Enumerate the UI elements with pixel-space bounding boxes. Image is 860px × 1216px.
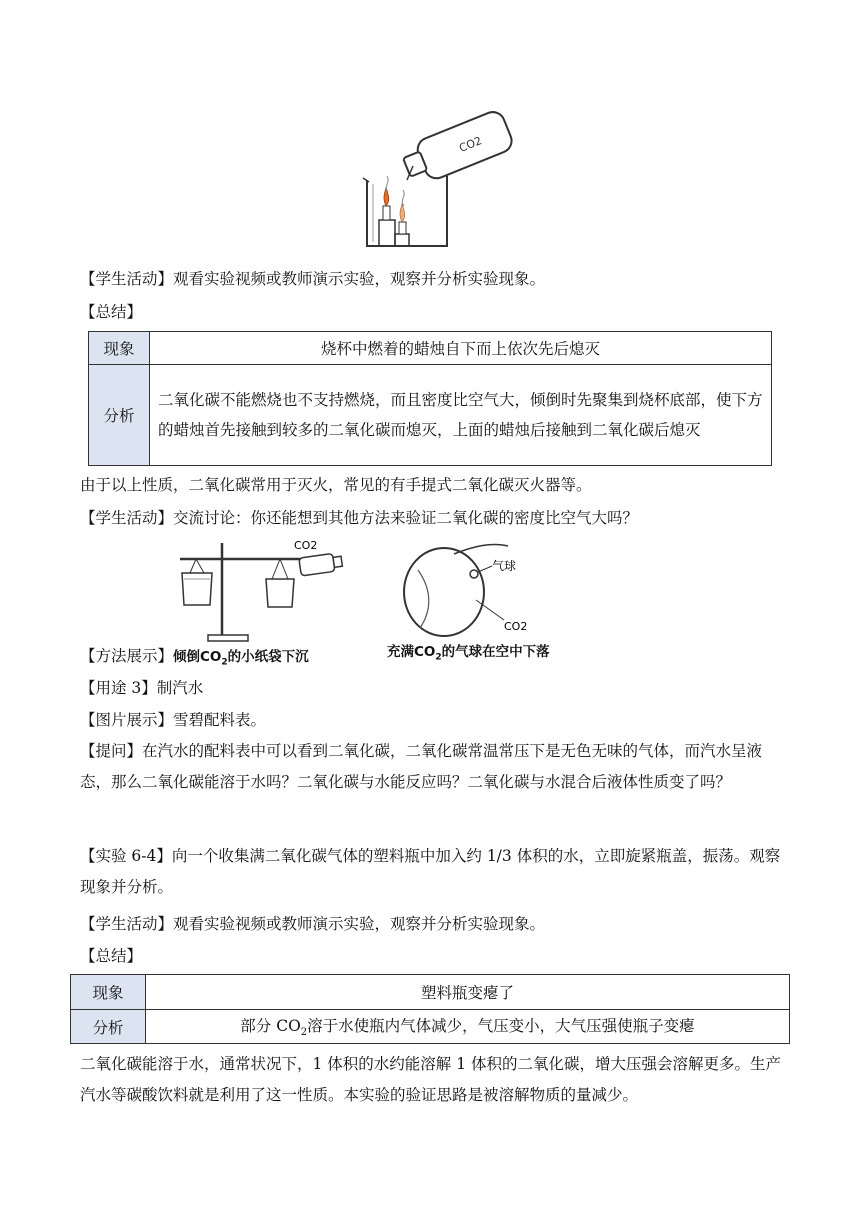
section-tag: 【学生活动】 — [80, 270, 174, 288]
body-text: 向一个收集满二氧化碳气体的塑料瓶中加入约 1/3 体积的水，立即旋紧瓶盖，振荡。观察现象并分析。 — [80, 847, 781, 896]
summary-heading-1 — [80, 301, 780, 323]
co2-pouring-diagram — [355, 108, 515, 250]
body-text: 交流讨论：你还能想到其他方法来验证二氧化碳的密度比空气大吗？ — [173, 509, 639, 527]
fire-extinguisher-line — [80, 474, 780, 496]
balloon-diagram — [392, 540, 572, 640]
table-cell-analysis: 二氧化碳不能燃烧也不支持燃烧，而且密度比空气大，倾倒时先聚集到烧杯底部，使下方的蜡烛首先接触到较多的二氧化碳而熄灭，上面的蜡烛后接触到二氧化碳后熄灭 — [150, 365, 772, 466]
student-activity-line-2 — [80, 507, 780, 529]
table-head-analysis: 分析 — [89, 365, 150, 466]
section-tag: 【总结】 — [80, 303, 143, 321]
section-tag: 【用途 3】 — [80, 679, 157, 697]
body-text: 观看实验视频或教师演示实验，观察并分析实验现象。 — [173, 915, 546, 933]
co2-label-left: CO2 — [294, 539, 318, 552]
co2-label-right: CO2 — [504, 620, 528, 633]
section-tag: 【方法展示】 — [80, 647, 174, 665]
body-text: 二氧化碳能溶于水，通常状况下，1 体积的水约能溶解 1 体积的二氧化碳，增大压强会溶解更多。生产汽水等碳酸饮料就是利用了这一性质。本实验的验证思路是被溶解物质的量减少。 — [80, 1055, 782, 1104]
paper-bag-balance-diagram — [172, 535, 362, 647]
table-head-phenomenon: 现象 — [89, 332, 150, 365]
section-tag: 【总结】 — [80, 947, 143, 965]
body-text: 制汽水 — [156, 679, 204, 697]
table-cell-phenomenon: 塑料瓶变瘪了 — [146, 975, 790, 1010]
section-tag: 【学生活动】 — [80, 915, 174, 933]
table-cell-analysis: 部分 $CO_2$溶于水使瓶内气体减少，气压变小，大气压强使瓶子变瘪 — [146, 1010, 790, 1044]
paper-bag-caption: 倾倒$CO_2$的小纸袋下沉 — [173, 649, 309, 668]
table-head-phenomenon: 现象 — [71, 975, 146, 1010]
question-paragraph — [80, 736, 785, 798]
body-text: 由于以上性质，二氧化碳常用于灭火，常见的有手提式二氧化碳灭火器等。 — [80, 476, 592, 494]
section-tag: 【提问】 — [80, 742, 143, 760]
table-head-analysis: 分析 — [71, 1010, 146, 1044]
co2-bottle-label: CO2 — [457, 134, 484, 155]
section-tag: 【学生活动】 — [80, 509, 174, 527]
experiment-6-4-paragraph — [80, 841, 785, 903]
body-text: 观看实验视频或教师演示实验，观察并分析实验现象。 — [173, 270, 546, 288]
student-activity-line-1 — [80, 268, 780, 290]
balloon-label: 气球 — [492, 559, 517, 573]
body-text: 在汽水的配料表中可以看到二氧化碳，二氧化碳常温常压下是无色无味的气体，而汽水呈液态，那么二氧化碳能溶于水吗？二氧化碳与水能反应吗？二氧化碳与水混合后液体性质变了吗？ — [80, 742, 763, 791]
picture-display-line — [80, 709, 780, 731]
body-text: 雪碧配料表。 — [173, 711, 267, 729]
student-activity-line-3 — [80, 913, 780, 935]
conclusion-paragraph — [80, 1049, 785, 1111]
summary-table-1 — [88, 331, 772, 466]
use-3-line — [80, 677, 780, 699]
table-cell-phenomenon: 烧杯中燃着的蜡烛自下而上依次先后熄灭 — [150, 332, 772, 365]
method-display-line — [80, 645, 780, 674]
summary-table-2 — [70, 974, 790, 1044]
section-tag: 【图片展示】 — [80, 711, 174, 729]
balloon-caption: 充满$CO_2$的气球在空中下落 — [387, 644, 550, 663]
summary-heading-2 — [80, 945, 780, 967]
section-tag: 【实验 6-4】 — [80, 847, 172, 865]
